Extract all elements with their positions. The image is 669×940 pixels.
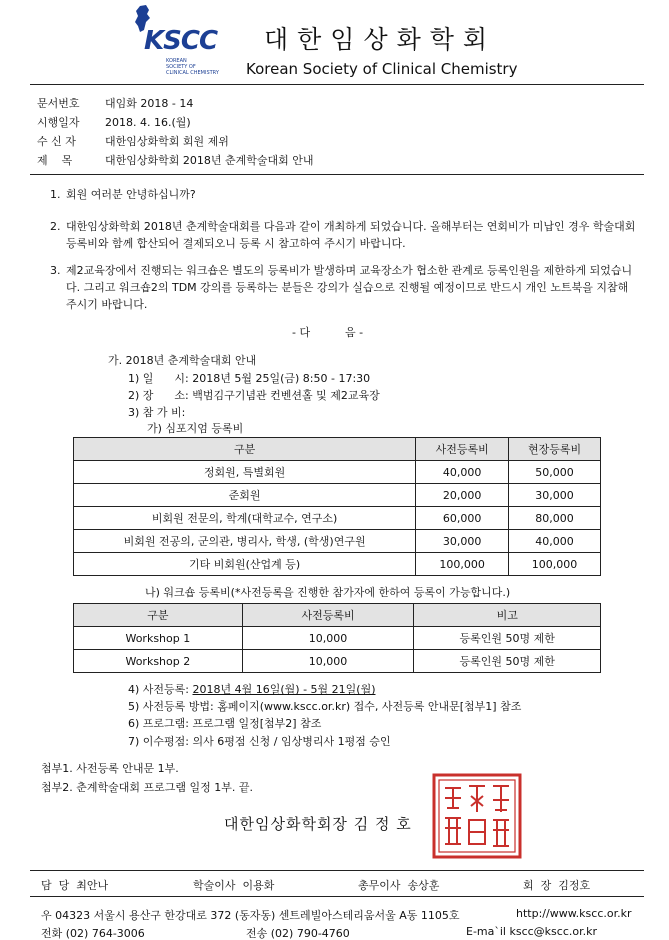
divider — [30, 896, 644, 897]
paragraph-1: 1. 회원 여러분 안녕하십니까? — [50, 188, 196, 201]
attachment-2: 첨부2. 춘계학술대회 프로그램 일정 1부. 끝. — [41, 781, 253, 794]
table-row: 비회원 전문의, 학계(대학교수, 연구소) 60,000 80,000 — [74, 507, 601, 530]
footer-staff-president: 회 장 김정호 — [523, 879, 591, 892]
detail-preregistration: 4) 사전등록: 2018년 4월 16일(월) - 5월 21일(월) — [128, 683, 376, 696]
meta-row: 시행일자 2018. 4. 16.(월) — [37, 116, 191, 129]
org-name-korean: 대한임상화학회 — [264, 25, 497, 54]
subsection-workshop: 나) 워크숍 등록비(*사전등록을 진행한 참가자에 한하여 등록이 가능합니다.) — [145, 586, 511, 599]
table-header: 사전등록비 — [416, 438, 509, 461]
footer-address: 우 04323 서울시 용산구 한강대로 372 (동자동) 센트레빌아스테리움서울 A동 1105호 — [41, 909, 460, 922]
meta-row: 수 신 자 대한임상화학회 회원 제위 — [37, 135, 229, 148]
divider — [30, 174, 644, 175]
table-header-row — [74, 438, 601, 461]
table-row: Workshop 1 10,000 등록인원 50명 제한 — [74, 627, 601, 650]
logo-text: KSCC — [144, 26, 218, 56]
symposium-fee-table — [73, 437, 601, 576]
paragraph-2: 2. 대한임상화학회 2018년 춘계학술대회를 다음과 같이 개최하게 되었습니다. 올해부터는 연회비가 미납인 경우 학술대회 등록비와 함께 합산되어 결제되오니 등록 시 참고하여 주시기 바랍니다. — [50, 220, 636, 250]
divider — [30, 84, 644, 85]
logo-subtitle: KOREAN SOCIETY OF CLINICAL CHEMISTRY — [166, 58, 219, 76]
table-row: 비회원 전공의, 군의관, 병리사, 학생, (학생)연구원 30,000 40,000 — [74, 530, 601, 553]
table-row: 준회원 20,000 30,000 — [74, 484, 601, 507]
detail-fee: 3) 참 가 비: — [128, 406, 186, 419]
workshop-fee-table — [73, 603, 601, 673]
table-header: 사전등록비 — [242, 604, 414, 627]
detail-registration-method: 5) 사전등록 방법: 홈페이지(www.kscc.or.kr) 접수, 사전등록 안내문[첨부1] 참조 — [128, 700, 522, 713]
table-header: 구분 — [74, 438, 416, 461]
detail-credits: 7) 이수평점: 의사 6평점 신청 / 임상병리사 1평점 승인 — [128, 735, 391, 748]
paragraph-3: 3. 제2교육장에서 진행되는 워크숍은 별도의 등록비가 발생하며 교육장소가 협소한 관계로 등록인원을 제한하게 되었습니다. 그리고 워크숍2의 TDM 강의를 등록하는 분들은 강의가 실습으로 진행될 예정이므로 반드시 개인 노트북을 지참해 주시기 바랍니다. — [50, 264, 633, 311]
table-header: 비고 — [414, 604, 601, 627]
detail-program: 6) 프로그램: 프로그램 일정[첨부2] 참조 — [128, 717, 322, 730]
org-name-english: Korean Society of Clinical Chemistry — [246, 60, 518, 78]
document-meta — [37, 95, 314, 171]
footer-email-link[interactable]: E-ma`il kscc@kscc.or.kr — [466, 925, 598, 938]
footer-url-link[interactable]: http://www.kscc.or.kr — [516, 907, 632, 920]
kscc-logo — [132, 4, 242, 76]
footer-fax: 전송 (02) 790-4760 — [246, 927, 350, 940]
detail-date: 1) 일 시: 2018년 5월 25일(금) 8:50 - 17:30 — [128, 372, 371, 385]
signature-line: 대한임상화학회장 김 정 호 — [224, 815, 412, 833]
footer-staff-manager: 담 당 최안나 — [41, 879, 109, 892]
detail-venue: 2) 장 소: 백범김구기념관 컨벤션홀 및 제2교육장 — [128, 389, 380, 402]
table-header: 구분 — [74, 604, 243, 627]
footer-phone: 전화 (02) 764-3006 — [41, 927, 145, 940]
subsection-symposium: 가) 심포지엄 등록비 — [147, 422, 244, 435]
table-row: 기타 비회원(산업계 등) 100,000 100,000 — [74, 553, 601, 576]
attachment-1: 첨부1. 사전등록 안내문 1부. — [41, 762, 179, 775]
table-header: 현장등록비 — [509, 438, 601, 461]
divider — [30, 870, 644, 871]
table-row: Workshop 2 10,000 등록인원 50명 제한 — [74, 650, 601, 673]
meta-row: 문서번호 대임화 2018 - 14 — [37, 97, 194, 110]
section-title: 가. 2018년 춘계학술대회 안내 — [108, 354, 257, 367]
meta-row: 제 목 대한임상화학회 2018년 춘계학술대회 안내 — [37, 154, 314, 167]
section-heading: - 다 음 - — [292, 326, 364, 339]
footer-staff-academic: 학술이사 이용화 — [193, 879, 275, 892]
table-row: 정회원, 특별회원 40,000 50,000 — [74, 461, 601, 484]
footer-staff-general: 총무이사 송상훈 — [358, 879, 440, 892]
official-seal-stamp — [431, 772, 523, 860]
table-header-row — [74, 604, 601, 627]
